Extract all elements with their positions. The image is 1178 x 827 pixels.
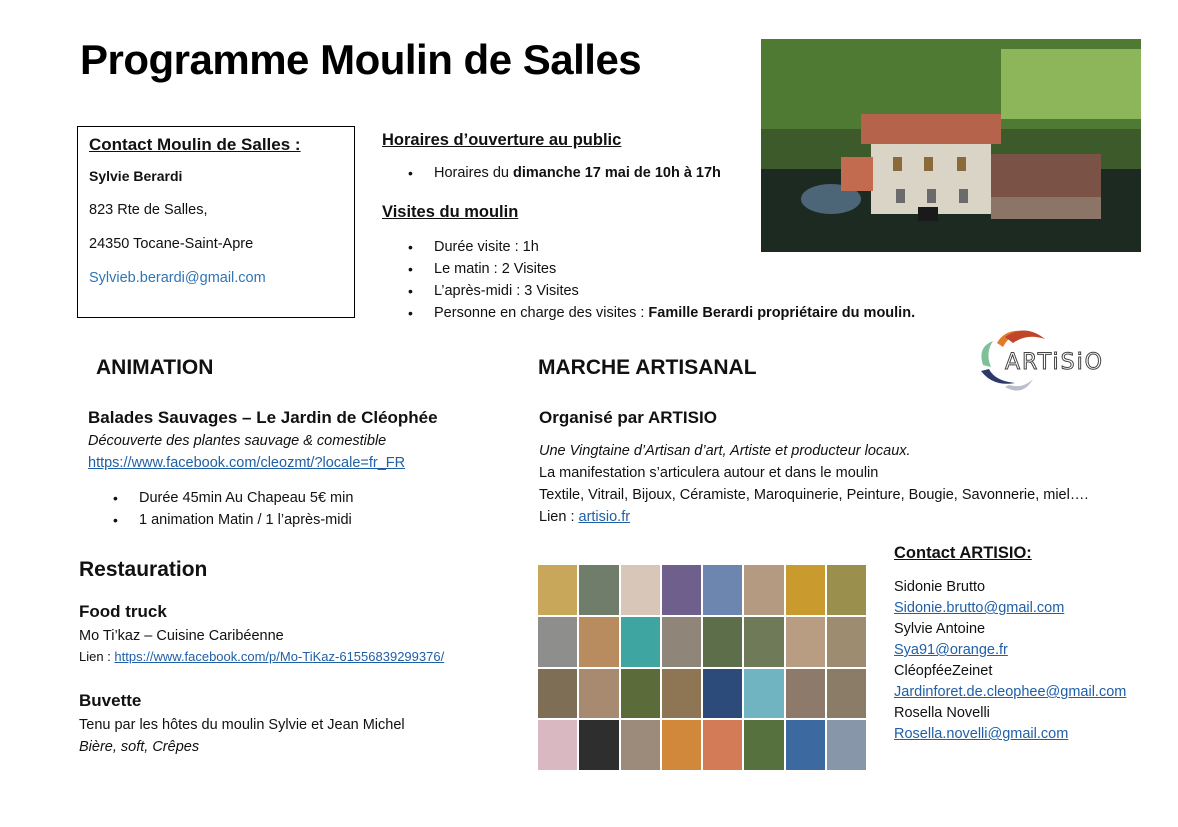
visites-heading: Visites du moulin: [382, 203, 519, 221]
artisio-contact-email-link[interactable]: Sya91@orange.fr: [894, 642, 1008, 658]
contact-moulin-box: [77, 126, 355, 318]
visites-item: • Le matin : 2 Visites: [382, 258, 915, 280]
food-truck-section: [79, 602, 519, 667]
artisio-contact-name: Sylvie Antoine: [894, 621, 986, 637]
artisio-contact-name: Sidonie Brutto: [894, 579, 986, 595]
horaires-heading: Horaires d’ouverture au public: [382, 131, 622, 149]
artisio-logo: [975, 325, 1130, 397]
animation-item: • Durée 45min Au Chapeau 5€ min: [87, 487, 508, 509]
contact-email-link[interactable]: Sylvieb.berardi@gmail.com: [89, 270, 266, 286]
contact-name: Sylvie Berardi: [89, 168, 183, 184]
animation-item: • 1 animation Matin / 1 l’après-midi: [87, 509, 508, 531]
marche-line2: La manifestation s’articulera autour et dans le moulin: [539, 465, 879, 481]
food-truck-facebook-link[interactable]: https://www.facebook.com/p/Mo-TiKaz-61556839299376/: [114, 649, 445, 664]
animation-description: Découverte des plantes sauvage & comestible: [88, 433, 387, 449]
marche-link-line: [539, 506, 1149, 528]
animation-subheading: Balades Sauvages – Le Jardin de Cléophée: [88, 408, 438, 427]
food-truck-link-label: Lien :: [79, 649, 115, 664]
buvette-text: Tenu par les hôtes du moulin Sylvie et Jean Michel: [79, 717, 405, 733]
contact-moulin-heading: Contact Moulin de Salles :: [89, 135, 301, 154]
horaires-item-bold: dimanche 17 mai de 10h à 17h: [512, 165, 721, 181]
contact-artisio-section: [894, 544, 1154, 745]
visites-item-prefix: Personne en charge des visites :: [434, 305, 649, 321]
marche-artisio-link[interactable]: artisio.fr: [578, 509, 631, 525]
page-title: Programme Moulin de Salles: [80, 36, 642, 83]
artisio-contact-email-link[interactable]: Jardinforet.de.cleophee@gmail.com: [894, 684, 1127, 700]
contact-artisio-heading: Contact ARTISIO:: [894, 544, 1032, 562]
marche-organizer: Organisé par ARTISIO: [539, 408, 717, 427]
artisio-contact-email-link[interactable]: Rosella.novelli@gmail.com: [894, 726, 1069, 742]
marche-intro: Une Vingtaine d’Artisan d’art, Artiste et producteur locaux.: [539, 443, 911, 459]
artisio-contact-email-link[interactable]: Sidonie.brutto@gmail.com: [894, 600, 1065, 616]
visites-item-bold: Famille Berardi propriétaire du moulin.: [648, 305, 916, 321]
horaires-item-prefix: Horaires du: [434, 165, 513, 181]
marche-link-label: Lien :: [539, 509, 579, 525]
horaires-section: [382, 131, 721, 184]
animation-heading: ANIMATION: [96, 356, 214, 379]
visites-item: • L’après-midi : 3 Visites: [382, 280, 915, 302]
food-truck-name: Mo Ti’kaz – Cuisine Caribéenne: [79, 628, 284, 644]
buvette-heading: Buvette: [79, 691, 142, 710]
artisan-collage-image: [538, 565, 866, 770]
artisio-contact-name: CléopféeZeinet: [894, 663, 993, 679]
contact-address-2: 24350 Tocane-Saint-Apre: [89, 236, 254, 252]
svg-text:ARTiSiO: ARTiSiO: [1005, 350, 1105, 375]
buvette-section: [79, 691, 519, 758]
visites-item: [382, 302, 915, 324]
restauration-heading: Restauration: [79, 558, 208, 581]
marche-line3: Textile, Vitrail, Bijoux, Céramiste, Maroquinerie, Peinture, Bougie, Savonnerie, miel….: [539, 487, 1089, 503]
artisio-contact-name: Rosella Novelli: [894, 705, 990, 721]
animation-facebook-link[interactable]: https://www.facebook.com/cleozmt/?locale=fr_FR: [88, 455, 406, 471]
food-truck-link-line: [79, 647, 519, 667]
buvette-menu: Bière, soft, Crêpes: [79, 739, 200, 755]
contact-address-1: 823 Rte de Salles,: [89, 202, 208, 218]
visites-item: • Durée visite : 1h: [382, 236, 915, 258]
food-truck-heading: Food truck: [79, 602, 167, 621]
marche-section: [539, 408, 1149, 528]
visites-section: [382, 203, 915, 324]
marche-heading: MARCHE ARTISANAL: [538, 356, 757, 379]
horaires-item: [382, 162, 721, 184]
animation-section: [88, 408, 508, 531]
